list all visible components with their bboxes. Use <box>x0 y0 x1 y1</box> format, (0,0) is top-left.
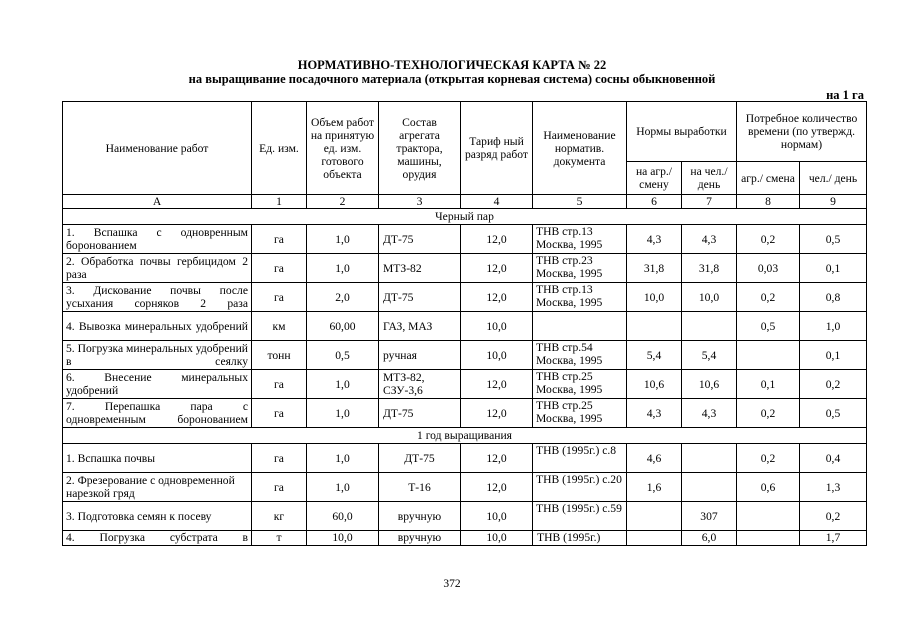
unit-cell: га <box>252 225 307 254</box>
work-name-cell: 1. Вспашка с одновренным боронованием <box>63 225 252 254</box>
time-man-cell: 1,3 <box>800 473 867 502</box>
unit-cell: кг <box>252 502 307 531</box>
header-norms: Нормы выработки <box>627 102 737 162</box>
unit-note: на 1 га <box>826 88 864 102</box>
norm-man-cell <box>682 312 737 341</box>
column-index: 9 <box>800 195 867 209</box>
norm-man-cell: 5,4 <box>682 341 737 370</box>
volume-cell: 1,0 <box>307 370 379 399</box>
time-agr-cell: 0,2 <box>737 225 800 254</box>
doc-cell: ТНВ (1995г.) с.20 <box>533 473 627 502</box>
time-man-cell: 0,2 <box>800 370 867 399</box>
norm-man-cell: 10,6 <box>682 370 737 399</box>
section-row <box>63 428 867 444</box>
norm-man-cell <box>682 473 737 502</box>
column-index-row <box>63 195 867 209</box>
tariff-cell: 12,0 <box>461 399 533 428</box>
time-agr-cell: 0,03 <box>737 254 800 283</box>
document-subtitle: на выращивание посадочного материала (открытая корневая система) сосны обыкновенной <box>188 72 716 86</box>
header-doc: Наименование норматив. документа <box>533 102 627 195</box>
volume-cell: 60,00 <box>307 312 379 341</box>
time-man-cell: 0,1 <box>800 341 867 370</box>
unit-cell: га <box>252 444 307 473</box>
table-row <box>63 254 867 283</box>
column-index: 3 <box>379 195 461 209</box>
unit-cell: га <box>252 399 307 428</box>
header-tariff: Тариф ный разряд работ <box>461 102 533 195</box>
tariff-cell: 12,0 <box>461 370 533 399</box>
document-title: НОРМАТИВНО-ТЕХНОЛОГИЧЕСКАЯ КАРТА № 22 <box>297 58 607 72</box>
doc-cell: ТНВ стр.13 Москва, 1995 <box>533 225 627 254</box>
time-agr-cell: 0,2 <box>737 444 800 473</box>
composition-cell: МТЗ-82, СЗУ-3,6 <box>379 370 461 399</box>
column-index: 1 <box>252 195 307 209</box>
work-name-cell: 3. Подготовка семян к посеву <box>63 502 252 531</box>
work-name-cell: 4. Вывозка минеральных удобрений <box>63 312 252 341</box>
time-agr-cell <box>737 341 800 370</box>
volume-cell: 10,0 <box>307 531 379 546</box>
unit-cell: га <box>252 254 307 283</box>
norm-man-cell: 4,3 <box>682 225 737 254</box>
work-name-cell: 2. Фрезерование с одновременной нарезкой гряд <box>63 473 252 502</box>
table-row <box>63 312 867 341</box>
column-index: 7 <box>682 195 737 209</box>
composition-cell: вручную <box>379 502 461 531</box>
composition-cell: ДТ-75 <box>379 283 461 312</box>
norm-agr-cell <box>627 312 682 341</box>
time-agr-cell <box>737 502 800 531</box>
section-title: 1 год выращивания <box>63 428 867 444</box>
time-man-cell: 0,8 <box>800 283 867 312</box>
table-row <box>63 502 867 531</box>
norm-agr-cell <box>627 502 682 531</box>
norm-agr-cell: 10,6 <box>627 370 682 399</box>
composition-cell: Т-16 <box>379 473 461 502</box>
doc-cell <box>533 312 627 341</box>
norm-man-cell: 31,8 <box>682 254 737 283</box>
norm-agr-cell: 5,4 <box>627 341 682 370</box>
table-row <box>63 370 867 399</box>
norm-agr-cell: 10,0 <box>627 283 682 312</box>
volume-cell: 1,0 <box>307 473 379 502</box>
tariff-cell: 12,0 <box>461 283 533 312</box>
work-name-cell: 6. Внесение минеральных удобрений <box>63 370 252 399</box>
composition-cell: МТЗ-82 <box>379 254 461 283</box>
table-row <box>63 531 867 546</box>
doc-cell: ТНВ стр.13 Москва, 1995 <box>533 283 627 312</box>
table-row <box>63 444 867 473</box>
volume-cell: 1,0 <box>307 399 379 428</box>
norm-agr-cell: 1,6 <box>627 473 682 502</box>
doc-cell: ТНВ (1995г.) с.59 <box>533 502 627 531</box>
header-composition: Состав агрегата трактора, машины, орудия <box>379 102 461 195</box>
doc-cell: ТНВ стр.25 Москва, 1995 <box>533 370 627 399</box>
work-name-cell: 4. Погрузка субстрата в <box>63 531 252 546</box>
volume-cell: 60,0 <box>307 502 379 531</box>
tariff-cell: 10,0 <box>461 312 533 341</box>
column-index: А <box>63 195 252 209</box>
header-time-man: чел./ день <box>800 162 867 195</box>
composition-cell: ДТ-75 <box>379 444 461 473</box>
norm-man-cell: 6,0 <box>682 531 737 546</box>
norm-man-cell: 10,0 <box>682 283 737 312</box>
doc-cell: ТНВ (1995г.) с.8 <box>533 444 627 473</box>
unit-cell: га <box>252 370 307 399</box>
norm-agr-cell <box>627 531 682 546</box>
header-norm-man: на чел./ день <box>682 162 737 195</box>
composition-cell: ДТ-75 <box>379 225 461 254</box>
time-man-cell: 0,4 <box>800 444 867 473</box>
work-name-cell: 1. Вспашка почвы <box>63 444 252 473</box>
work-name-cell: 5. Погрузка минеральных удобрений в сеялку <box>63 341 252 370</box>
composition-cell: ДТ-75 <box>379 399 461 428</box>
volume-cell: 1,0 <box>307 225 379 254</box>
tariff-cell: 12,0 <box>461 225 533 254</box>
work-name-cell: 7. Перепашка пара с одновременным боронованием <box>63 399 252 428</box>
norm-agr-cell: 4,6 <box>627 444 682 473</box>
time-agr-cell: 0,2 <box>737 283 800 312</box>
volume-cell: 1,0 <box>307 254 379 283</box>
header-time: Потребное количество времени (по утвержд. нормам) <box>737 102 867 162</box>
composition-cell: вручную <box>379 531 461 546</box>
section-title: Черный пар <box>63 209 867 225</box>
doc-cell: ТНВ стр.54 Москва, 1995 <box>533 341 627 370</box>
doc-cell: ТНВ (1995г.) <box>533 531 627 546</box>
column-index: 4 <box>461 195 533 209</box>
column-index: 2 <box>307 195 379 209</box>
header-norm-agr: на агр./ смену <box>627 162 682 195</box>
table-row <box>63 473 867 502</box>
header-name: Наименование работ <box>63 102 252 195</box>
composition-cell: ГАЗ, МАЗ <box>379 312 461 341</box>
time-man-cell: 0,5 <box>800 225 867 254</box>
norms-table <box>62 101 867 546</box>
norm-man-cell: 307 <box>682 502 737 531</box>
column-index: 6 <box>627 195 682 209</box>
unit-cell: тонн <box>252 341 307 370</box>
unit-cell: т <box>252 531 307 546</box>
norm-man-cell: 4,3 <box>682 399 737 428</box>
header-volume: Объем работ на принятую ед. изм. готового объекта <box>307 102 379 195</box>
work-name-cell: 2. Обработка почвы гербицидом 2 раза <box>63 254 252 283</box>
time-man-cell: 1,0 <box>800 312 867 341</box>
doc-cell: ТНВ стр.23 Москва, 1995 <box>533 254 627 283</box>
tariff-cell: 12,0 <box>461 473 533 502</box>
tariff-cell: 12,0 <box>461 254 533 283</box>
norm-agr-cell: 4,3 <box>627 399 682 428</box>
norm-man-cell <box>682 444 737 473</box>
table-row <box>63 341 867 370</box>
section-row <box>63 209 867 225</box>
time-agr-cell: 0,2 <box>737 399 800 428</box>
composition-cell: ручная <box>379 341 461 370</box>
column-index: 5 <box>533 195 627 209</box>
unit-cell: км <box>252 312 307 341</box>
work-name-cell: 3. Дискование почвы после усыхания сорняков 2 раза <box>63 283 252 312</box>
time-man-cell: 0,1 <box>800 254 867 283</box>
time-agr-cell: 0,1 <box>737 370 800 399</box>
time-agr-cell <box>737 531 800 546</box>
volume-cell: 0,5 <box>307 341 379 370</box>
table-body <box>63 195 867 546</box>
header-unit: Ед. изм. <box>252 102 307 195</box>
header-time-agr: агр./ смена <box>737 162 800 195</box>
table-row <box>63 225 867 254</box>
tariff-cell: 10,0 <box>461 341 533 370</box>
tariff-cell: 10,0 <box>461 502 533 531</box>
unit-cell: га <box>252 473 307 502</box>
table-row <box>63 283 867 312</box>
time-agr-cell: 0,6 <box>737 473 800 502</box>
tariff-cell: 12,0 <box>461 444 533 473</box>
norm-agr-cell: 4,3 <box>627 225 682 254</box>
unit-cell: га <box>252 283 307 312</box>
tariff-cell: 10,0 <box>461 531 533 546</box>
column-index: 8 <box>737 195 800 209</box>
time-agr-cell: 0,5 <box>737 312 800 341</box>
time-man-cell: 1,7 <box>800 531 867 546</box>
time-man-cell: 0,5 <box>800 399 867 428</box>
page-number: 372 <box>443 578 461 590</box>
time-man-cell: 0,2 <box>800 502 867 531</box>
doc-cell: ТНВ стр.25 Москва, 1995 <box>533 399 627 428</box>
volume-cell: 1,0 <box>307 444 379 473</box>
norm-agr-cell: 31,8 <box>627 254 682 283</box>
table-row <box>63 399 867 428</box>
volume-cell: 2,0 <box>307 283 379 312</box>
